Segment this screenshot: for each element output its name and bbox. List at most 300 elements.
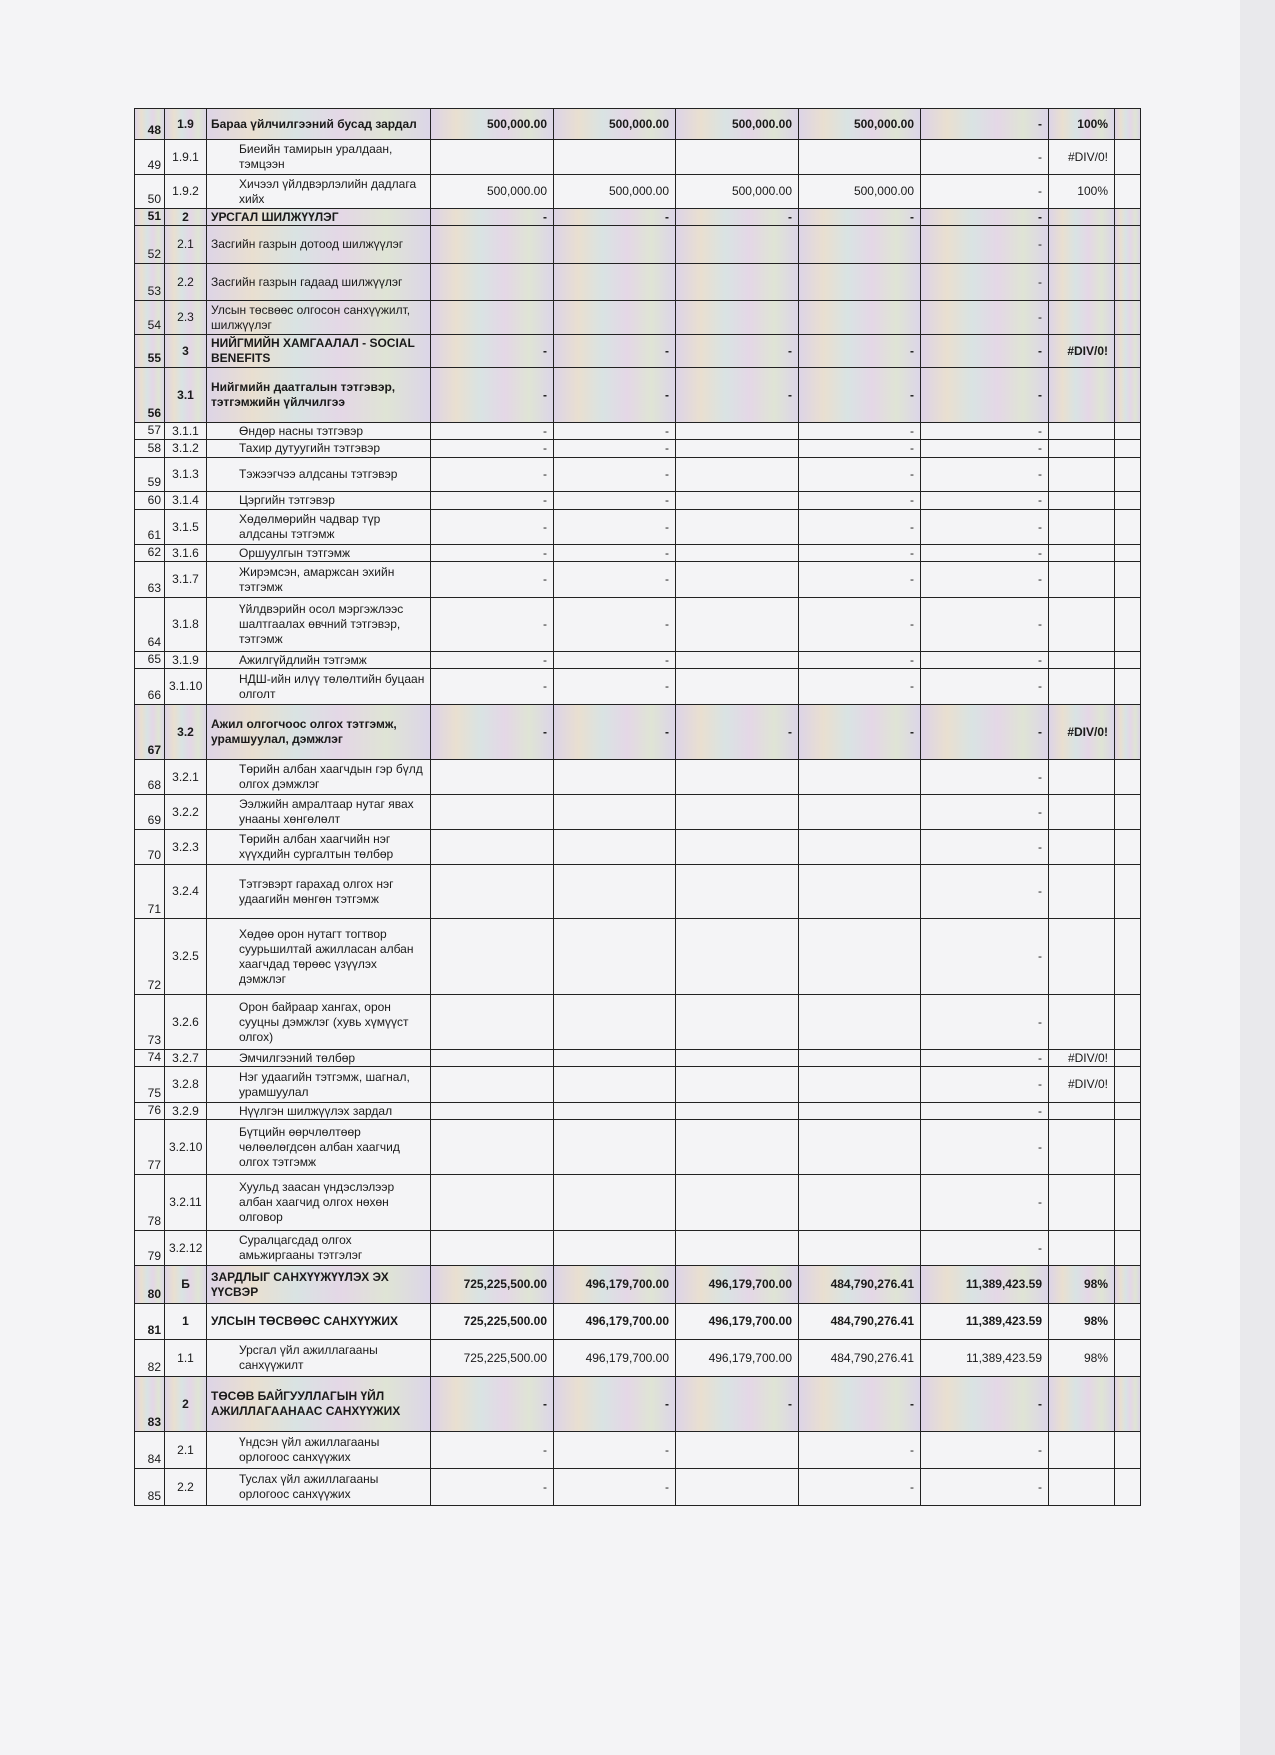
value-cell — [431, 1175, 554, 1231]
label-cell: Хуульд заасан үндэслэлээр албан хаагчид олгох нөхөн олговор — [207, 1175, 431, 1231]
row-number-cell: 61 — [135, 510, 165, 545]
percent-cell — [1049, 995, 1115, 1050]
value-cell — [676, 919, 799, 995]
row-number-cell: 70 — [135, 830, 165, 865]
label-cell: Оршуулгын тэтгэмж — [207, 545, 431, 562]
value-cell: - — [799, 209, 921, 226]
value-cell: - — [431, 545, 554, 562]
value-cell: - — [431, 423, 554, 440]
row-number-cell: 80 — [135, 1266, 165, 1304]
table-row — [135, 1469, 1141, 1506]
table-row — [135, 1266, 1141, 1304]
value-cell: - — [921, 1231, 1049, 1266]
value-cell: - — [799, 598, 921, 652]
value-cell — [799, 760, 921, 795]
label-cell: УЛСЫН ТӨСВӨӨС САНХҮҮЖИХ — [207, 1304, 431, 1340]
value-cell — [676, 545, 799, 562]
code-cell: 3.1.7 — [165, 562, 207, 598]
blank-cell — [1115, 492, 1141, 510]
value-cell: - — [921, 301, 1049, 335]
row-number-cell: 57 — [135, 423, 165, 440]
table-body — [135, 109, 1141, 1506]
percent-cell — [1049, 598, 1115, 652]
value-cell — [554, 301, 676, 335]
value-cell — [676, 510, 799, 545]
blank-cell — [1115, 1304, 1141, 1340]
code-cell: 3.2 — [165, 705, 207, 760]
value-cell — [431, 140, 554, 175]
value-cell: - — [799, 368, 921, 423]
budget-table — [134, 108, 1141, 1506]
value-cell — [676, 140, 799, 175]
percent-cell — [1049, 669, 1115, 705]
label-cell: Засгийн газрын дотоод шилжүүлэг — [207, 226, 431, 264]
value-cell: - — [921, 510, 1049, 545]
percent-cell — [1049, 1103, 1115, 1120]
value-cell — [799, 1231, 921, 1266]
value-cell: - — [921, 368, 1049, 423]
value-cell: - — [554, 1432, 676, 1469]
label-cell: Биеийн тамирын уралдаан, тэмцээн — [207, 140, 431, 175]
blank-cell — [1115, 1067, 1141, 1103]
percent-cell — [1049, 919, 1115, 995]
row-number-cell: 67 — [135, 705, 165, 760]
blank-cell — [1115, 264, 1141, 301]
table-row — [135, 1340, 1141, 1377]
percent-cell: #DIV/0! — [1049, 1050, 1115, 1067]
value-cell — [431, 301, 554, 335]
blank-cell — [1115, 1340, 1141, 1377]
blank-cell — [1115, 705, 1141, 760]
code-cell: 3.2.3 — [165, 830, 207, 865]
value-cell: - — [554, 1377, 676, 1432]
value-cell: - — [799, 458, 921, 492]
percent-cell: 98% — [1049, 1304, 1115, 1340]
percent-cell — [1049, 652, 1115, 669]
value-cell: - — [554, 545, 676, 562]
value-cell — [799, 264, 921, 301]
percent-cell: #DIV/0! — [1049, 1067, 1115, 1103]
percent-cell: #DIV/0! — [1049, 335, 1115, 368]
blank-cell — [1115, 175, 1141, 209]
label-cell: УРСГАЛ ШИЛЖҮҮЛЭГ — [207, 209, 431, 226]
code-cell: Б — [165, 1266, 207, 1304]
percent-cell — [1049, 301, 1115, 335]
label-cell: Жирэмсэн, амаржсан эхийн тэтгэмж — [207, 562, 431, 598]
code-cell: 3.1.9 — [165, 652, 207, 669]
label-cell: Суралцагсдад олгох амьжиргааны тэтгэлэг — [207, 1231, 431, 1266]
row-number-cell: 81 — [135, 1304, 165, 1340]
percent-cell — [1049, 226, 1115, 264]
value-cell: 725,225,500.00 — [431, 1340, 554, 1377]
percent-cell: #DIV/0! — [1049, 140, 1115, 175]
blank-cell — [1115, 1103, 1141, 1120]
table-row — [135, 1432, 1141, 1469]
value-cell — [554, 919, 676, 995]
blank-cell — [1115, 335, 1141, 368]
label-cell: Бараа үйлчилгээний бусад зардал — [207, 109, 431, 140]
value-cell: - — [921, 865, 1049, 919]
value-cell — [676, 226, 799, 264]
value-cell — [554, 264, 676, 301]
table-row — [135, 226, 1141, 264]
row-number-cell: 48 — [135, 109, 165, 140]
value-cell: - — [431, 652, 554, 669]
blank-cell — [1115, 1120, 1141, 1175]
table-row — [135, 1050, 1141, 1067]
value-cell — [799, 1175, 921, 1231]
value-cell — [676, 301, 799, 335]
blank-cell — [1115, 301, 1141, 335]
blank-cell — [1115, 598, 1141, 652]
blank-cell — [1115, 209, 1141, 226]
blank-cell — [1115, 865, 1141, 919]
value-cell — [431, 1067, 554, 1103]
code-cell: 3.1.6 — [165, 545, 207, 562]
table-row — [135, 368, 1141, 423]
percent-cell: 100% — [1049, 175, 1115, 209]
value-cell — [431, 1103, 554, 1120]
row-number-cell: 79 — [135, 1231, 165, 1266]
value-cell: 500,000.00 — [799, 109, 921, 140]
row-number-cell: 69 — [135, 795, 165, 830]
table-row — [135, 562, 1141, 598]
value-cell — [554, 1231, 676, 1266]
label-cell: Тэтгэвэрт гарахад олгох нэг удаагийн мөнгөн тэтгэмж — [207, 865, 431, 919]
value-cell — [676, 1175, 799, 1231]
code-cell: 3.2.1 — [165, 760, 207, 795]
label-cell: Туслах үйл ажиллагааны орлогоос санхүүжих — [207, 1469, 431, 1506]
table-row — [135, 264, 1141, 301]
code-cell: 3.2.11 — [165, 1175, 207, 1231]
value-cell: - — [431, 458, 554, 492]
value-cell: - — [921, 1103, 1049, 1120]
blank-cell — [1115, 919, 1141, 995]
label-cell: Нэг удаагийн тэтгэмж, шагнал, урамшуулал — [207, 1067, 431, 1103]
value-cell: 725,225,500.00 — [431, 1266, 554, 1304]
label-cell: Урсгал үйл ажиллагааны санхүүжилт — [207, 1340, 431, 1377]
label-cell: Хөдөлмөрийн чадвар түр алдсаны тэтгэмж — [207, 510, 431, 545]
table-row — [135, 440, 1141, 458]
code-cell: 3.2.2 — [165, 795, 207, 830]
value-cell: - — [431, 705, 554, 760]
value-cell — [554, 830, 676, 865]
value-cell — [554, 760, 676, 795]
value-cell: - — [799, 492, 921, 510]
value-cell — [799, 830, 921, 865]
blank-cell — [1115, 440, 1141, 458]
blank-cell — [1115, 1050, 1141, 1067]
table-row — [135, 492, 1141, 510]
row-number-cell: 73 — [135, 995, 165, 1050]
value-cell — [431, 760, 554, 795]
label-cell: Төрийн албан хаагчдын гэр бүлд олгох дэмжлэг — [207, 760, 431, 795]
value-cell — [554, 1103, 676, 1120]
table-row — [135, 1067, 1141, 1103]
code-cell: 3.2.6 — [165, 995, 207, 1050]
label-cell: ЗАРДЛЫГ САНХҮҮЖҮҮЛЭХ ЭХ ҮҮСВЭР — [207, 1266, 431, 1304]
table-row — [135, 109, 1141, 140]
value-cell: - — [799, 1469, 921, 1506]
value-cell — [431, 995, 554, 1050]
label-cell: НДШ-ийн илүү төлөлтийн буцаан олголт — [207, 669, 431, 705]
table-row — [135, 1377, 1141, 1432]
code-cell: 2.2 — [165, 1469, 207, 1506]
value-cell: - — [431, 335, 554, 368]
value-cell: 500,000.00 — [799, 175, 921, 209]
value-cell — [676, 830, 799, 865]
value-cell — [676, 423, 799, 440]
value-cell — [799, 140, 921, 175]
label-cell: Хичээл үйлдвэрлэлийн дадлага хийх — [207, 175, 431, 209]
percent-cell — [1049, 1432, 1115, 1469]
code-cell: 1.1 — [165, 1340, 207, 1377]
value-cell: - — [921, 760, 1049, 795]
value-cell — [676, 995, 799, 1050]
blank-cell — [1115, 1175, 1141, 1231]
row-number-cell: 55 — [135, 335, 165, 368]
value-cell: - — [799, 1432, 921, 1469]
table-row — [135, 510, 1141, 545]
percent-cell — [1049, 264, 1115, 301]
value-cell — [799, 1120, 921, 1175]
blank-cell — [1115, 1469, 1141, 1506]
code-cell: 3.2.9 — [165, 1103, 207, 1120]
blank-cell — [1115, 1377, 1141, 1432]
percent-cell — [1049, 492, 1115, 510]
table-row — [135, 598, 1141, 652]
row-number-cell: 68 — [135, 760, 165, 795]
value-cell: - — [921, 440, 1049, 458]
value-cell: - — [554, 598, 676, 652]
blank-cell — [1115, 368, 1141, 423]
value-cell — [431, 226, 554, 264]
value-cell — [799, 795, 921, 830]
value-cell — [431, 795, 554, 830]
value-cell: - — [921, 795, 1049, 830]
value-cell: - — [554, 705, 676, 760]
code-cell: 3.1.1 — [165, 423, 207, 440]
value-cell — [676, 1469, 799, 1506]
value-cell: - — [921, 705, 1049, 760]
table-row — [135, 209, 1141, 226]
code-cell: 2.3 — [165, 301, 207, 335]
value-cell — [676, 458, 799, 492]
blank-cell — [1115, 510, 1141, 545]
value-cell — [431, 919, 554, 995]
label-cell: Эмчилгээний төлбөр — [207, 1050, 431, 1067]
blank-cell — [1115, 545, 1141, 562]
percent-cell — [1049, 510, 1115, 545]
row-number-cell: 83 — [135, 1377, 165, 1432]
value-cell — [554, 795, 676, 830]
value-cell: - — [921, 830, 1049, 865]
value-cell: - — [676, 705, 799, 760]
percent-cell — [1049, 440, 1115, 458]
value-cell — [799, 301, 921, 335]
row-number-cell: 66 — [135, 669, 165, 705]
blank-cell — [1115, 562, 1141, 598]
value-cell: - — [554, 1469, 676, 1506]
label-cell: Засгийн газрын гадаад шилжүүлэг — [207, 264, 431, 301]
value-cell — [431, 1231, 554, 1266]
table-row — [135, 1304, 1141, 1340]
percent-cell — [1049, 545, 1115, 562]
label-cell: Бүтцийн өөрчлөлтөөр чөлөөлөгдсөн албан хаагчид олгох тэтгэмж — [207, 1120, 431, 1175]
row-number-cell: 75 — [135, 1067, 165, 1103]
table-row — [135, 830, 1141, 865]
value-cell — [431, 1120, 554, 1175]
value-cell: - — [431, 669, 554, 705]
label-cell: ТӨСӨВ БАЙГУУЛЛАГЫН ҮЙЛ АЖИЛЛАГААНААС САНХҮҮЖИХ — [207, 1377, 431, 1432]
value-cell: - — [921, 423, 1049, 440]
blank-cell — [1115, 1266, 1141, 1304]
value-cell: 496,179,700.00 — [554, 1340, 676, 1377]
value-cell: - — [799, 562, 921, 598]
blank-cell — [1115, 423, 1141, 440]
percent-cell — [1049, 865, 1115, 919]
blank-cell — [1115, 830, 1141, 865]
percent-cell: 98% — [1049, 1340, 1115, 1377]
value-cell — [676, 1120, 799, 1175]
percent-cell — [1049, 830, 1115, 865]
value-cell: - — [554, 562, 676, 598]
blank-cell — [1115, 226, 1141, 264]
percent-cell — [1049, 1377, 1115, 1432]
blank-cell — [1115, 669, 1141, 705]
row-number-cell: 65 — [135, 652, 165, 669]
value-cell — [676, 795, 799, 830]
value-cell: - — [431, 209, 554, 226]
value-cell: - — [676, 1377, 799, 1432]
value-cell: - — [799, 545, 921, 562]
value-cell: 500,000.00 — [676, 175, 799, 209]
value-cell: 500,000.00 — [554, 175, 676, 209]
row-number-cell: 84 — [135, 1432, 165, 1469]
value-cell: 484,790,276.41 — [799, 1266, 921, 1304]
value-cell — [431, 830, 554, 865]
row-number-cell: 56 — [135, 368, 165, 423]
value-cell — [554, 995, 676, 1050]
percent-cell — [1049, 209, 1115, 226]
value-cell: - — [921, 175, 1049, 209]
value-cell — [554, 1067, 676, 1103]
value-cell: - — [799, 669, 921, 705]
value-cell: - — [554, 209, 676, 226]
label-cell: Цэргийн тэтгэвэр — [207, 492, 431, 510]
row-number-cell: 85 — [135, 1469, 165, 1506]
value-cell: 725,225,500.00 — [431, 1304, 554, 1340]
blank-cell — [1115, 652, 1141, 669]
percent-cell — [1049, 1231, 1115, 1266]
blank-cell — [1115, 1432, 1141, 1469]
code-cell: 2.2 — [165, 264, 207, 301]
percent-cell — [1049, 1120, 1115, 1175]
value-cell: - — [431, 510, 554, 545]
value-cell: - — [799, 440, 921, 458]
value-cell: - — [554, 652, 676, 669]
percent-cell — [1049, 458, 1115, 492]
label-cell: Ээлжийн амралтаар нутаг явах унааны хөнгөлөлт — [207, 795, 431, 830]
row-number-cell: 53 — [135, 264, 165, 301]
value-cell: - — [921, 264, 1049, 301]
value-cell — [799, 1067, 921, 1103]
label-cell: Өндөр насны тэтгэвэр — [207, 423, 431, 440]
value-cell: - — [799, 1377, 921, 1432]
value-cell: - — [554, 440, 676, 458]
code-cell: 3.2.5 — [165, 919, 207, 995]
code-cell: 3.1 — [165, 368, 207, 423]
value-cell: - — [921, 652, 1049, 669]
row-number-cell: 64 — [135, 598, 165, 652]
code-cell: 3.1.5 — [165, 510, 207, 545]
value-cell: 484,790,276.41 — [799, 1304, 921, 1340]
value-cell: - — [431, 562, 554, 598]
label-cell: Үндсэн үйл ажиллагааны орлогоос санхүүжих — [207, 1432, 431, 1469]
value-cell: - — [921, 109, 1049, 140]
value-cell: - — [921, 1175, 1049, 1231]
value-cell: - — [554, 368, 676, 423]
value-cell — [676, 492, 799, 510]
code-cell: 3.1.3 — [165, 458, 207, 492]
blank-cell — [1115, 795, 1141, 830]
row-number-cell: 54 — [135, 301, 165, 335]
table-row — [135, 140, 1141, 175]
row-number-cell: 74 — [135, 1050, 165, 1067]
value-cell: - — [921, 995, 1049, 1050]
value-cell: - — [431, 368, 554, 423]
code-cell: 3 — [165, 335, 207, 368]
row-number-cell: 82 — [135, 1340, 165, 1377]
table-row — [135, 652, 1141, 669]
value-cell — [799, 995, 921, 1050]
label-cell: Төрийн албан хаагчийн нэг хүүхдийн сургалтын төлбөр — [207, 830, 431, 865]
percent-cell: 100% — [1049, 109, 1115, 140]
blank-cell — [1115, 760, 1141, 795]
value-cell — [676, 669, 799, 705]
value-cell: - — [921, 919, 1049, 995]
value-cell: 500,000.00 — [554, 109, 676, 140]
value-cell — [431, 1050, 554, 1067]
label-cell: Орон байраар хангах, орон сууцны дэмжлэг (хувь хүмүүст олгох) — [207, 995, 431, 1050]
label-cell: Ажилгүйдлийн тэтгэмж — [207, 652, 431, 669]
value-cell: - — [431, 1432, 554, 1469]
value-cell: - — [921, 1377, 1049, 1432]
table-row — [135, 669, 1141, 705]
table-row — [135, 545, 1141, 562]
value-cell — [431, 264, 554, 301]
code-cell: 3.1.2 — [165, 440, 207, 458]
value-cell: - — [921, 598, 1049, 652]
value-cell: - — [921, 1067, 1049, 1103]
table-row — [135, 795, 1141, 830]
value-cell — [799, 1103, 921, 1120]
code-cell: 1.9 — [165, 109, 207, 140]
label-cell: Нүүлгэн шилжүүлэх зардал — [207, 1103, 431, 1120]
value-cell: - — [676, 209, 799, 226]
table-row — [135, 175, 1141, 209]
value-cell: 500,000.00 — [431, 109, 554, 140]
percent-cell — [1049, 760, 1115, 795]
row-number-cell: 49 — [135, 140, 165, 175]
table-row — [135, 865, 1141, 919]
value-cell: - — [799, 335, 921, 368]
value-cell: 496,179,700.00 — [676, 1266, 799, 1304]
value-cell — [676, 1067, 799, 1103]
percent-cell: 98% — [1049, 1266, 1115, 1304]
row-number-cell: 76 — [135, 1103, 165, 1120]
value-cell: - — [676, 335, 799, 368]
